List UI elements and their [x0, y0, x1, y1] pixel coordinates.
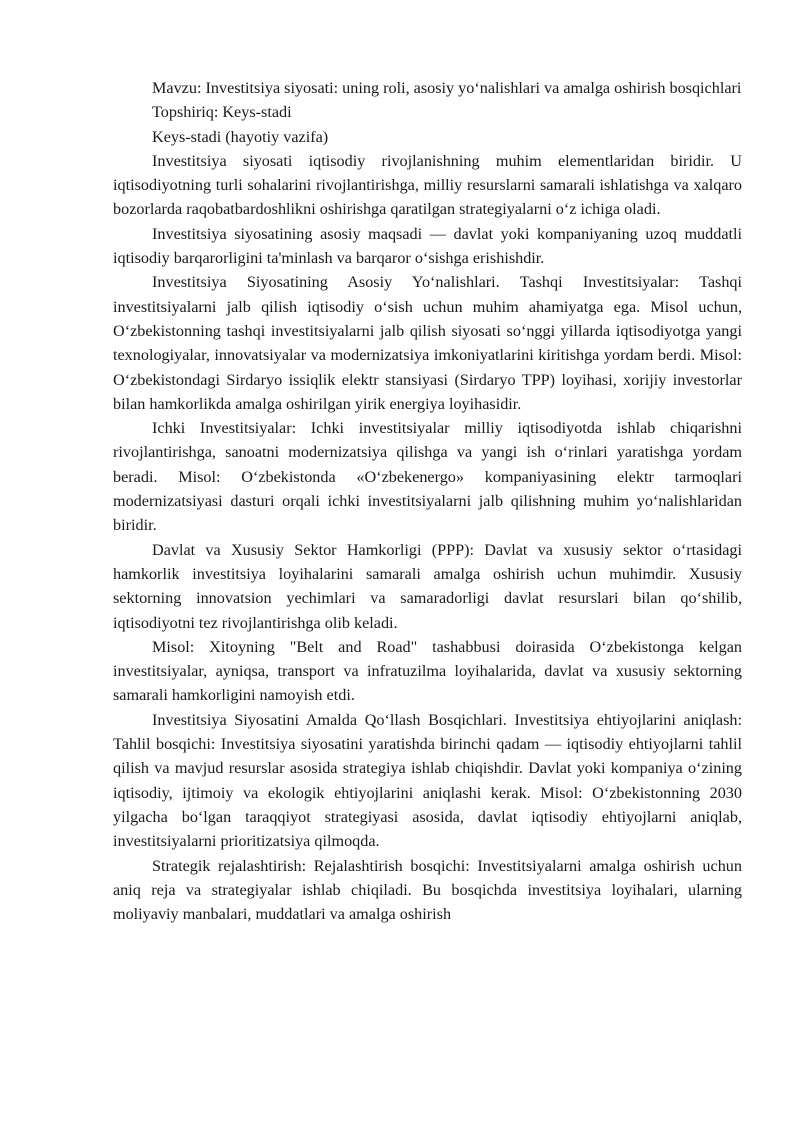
body-paragraph: Investitsiya siyosatining asosiy maqsadi — davlat yoki kompaniyaning uzoq muddatli iqtisodiy barqarorligini ta'minlash va barqaror oʻsishga erishishdir.: [113, 224, 742, 268]
body-paragraph: Investitsiya Siyosatini Amalda Qoʻllash Bosqichlari. Investitsiya ehtiyojlarini aniqlash: Tahlil bosqichi: Investitsiya siyosatini yaratishda birinchi qadam — iqtisodiy ehtiyojlarni tahlil qilish va mavjud resurslar asosida strategiya ishlab chiqishdir. Davlat yoki kompaniya oʻzining iqtisodiy, ijtimoiy va ekologik ehtiyojlarini aniqlashi kerak. Misol: Oʻzbekistonning 2030 yilgacha boʻlgan taraqqiyot strategiyasi asosida, davlat iqtisodiy ehtiyojlarni aniqlab, investitsiyalarni prioritizatsiya qilmoqda.: [113, 710, 742, 851]
body-paragraph: Investitsiya siyosati iqtisodiy rivojlanishning muhim elementlaridan biridir. U iqtisodiyotning turli sohalarini rivojlantirishga, milliy resurslarni samarali ishlatishga va xalqaro bozorlarda raqobatbardoshlikni oshirishga qaratilgan strategiyalarni oʻz ichiga oladi.: [113, 151, 742, 219]
document-page: [113, 76, 742, 926]
case-study-heading: Keys-stadi (hayotiy vazifa): [152, 127, 329, 146]
body-paragraph: Misol: Xitoyning "Belt and Road" tashabbusi doirasida Oʻzbekistonga kelgan investitsiyalar, ayniqsa, transport va infratuzilma loyihalarida, davlat va xususiy sektorning samarali hamkorligini namoyish etdi.: [113, 637, 742, 705]
body-paragraph: Davlat va Xususiy Sektor Hamkorligi (PPP): Davlat va xususiy sektor oʻrtasidagi hamkorlik investitsiya loyihalarini samarali amalga oshirish uchun muhimdir. Xususiy sektorning innovatsion yechimlari va samaradorligi davlat resurslari bilan qoʻshilib, iqtisodiyotni tez rivojlantirishga olib keladi.: [113, 540, 742, 632]
body-paragraph: Strategik rejalashtirish: Rejalashtirish bosqichi: Investitsiyalarni amalga oshirish uchun aniq reja va strategiyalar ishlab chiqiladi. Bu bosqichda investitsiya loyihalari, ularning moliyaviy manbalari, muddatlari va amalga oshirish: [113, 856, 742, 924]
body-paragraph: Ichki Investitsiyalar: Ichki investitsiyalar milliy iqtisodiyotda ishlab chiqarishni rivojlantirishga, sanoatni modernizatsiya qilishga va yangi ish oʻrinlari yaratishga yordam beradi. Misol: Oʻzbekistonda «Oʻzbekenergo» kompaniyasining elektr tarmoqlari modernizatsiyasi dasturi orqali ichki investitsiyalarni jalb qilishning muhim yoʻnalishlaridan biridir.: [113, 419, 742, 535]
body-paragraph: Investitsiya Siyosatining Asosiy Yoʻnalishlari. Tashqi Investitsiyalar: Tashqi investitsiyalarni jalb qilish iqtisodiy oʻsish uchun muhim ahamiyatga ega. Misol uchun, Oʻzbekistonning tashqi investitsiyalarni jalb qilish siyosati soʻnggi yillarda iqtisodiyotga yangi texnologiyalar, innovatsiyalar va modernizatsiya imkoniyatlarini kiritishga yordam berdi. Misol: Oʻzbekistondagi Sirdaryo issiqlik elektr stansiyasi (Sirdaryo TPP) loyihasi, xorijiy investorlar bilan hamkorlikda amalga oshirilgan yirik energiya loyihasidir.: [113, 273, 742, 413]
topic-paragraph: Mavzu: Investitsiya siyosati: uning roli, asosiy yoʻnalishlari va amalga oshirish bosqichlari: [152, 79, 742, 97]
assignment-paragraph: Topshiriq: Keys-stadi: [152, 103, 292, 122]
